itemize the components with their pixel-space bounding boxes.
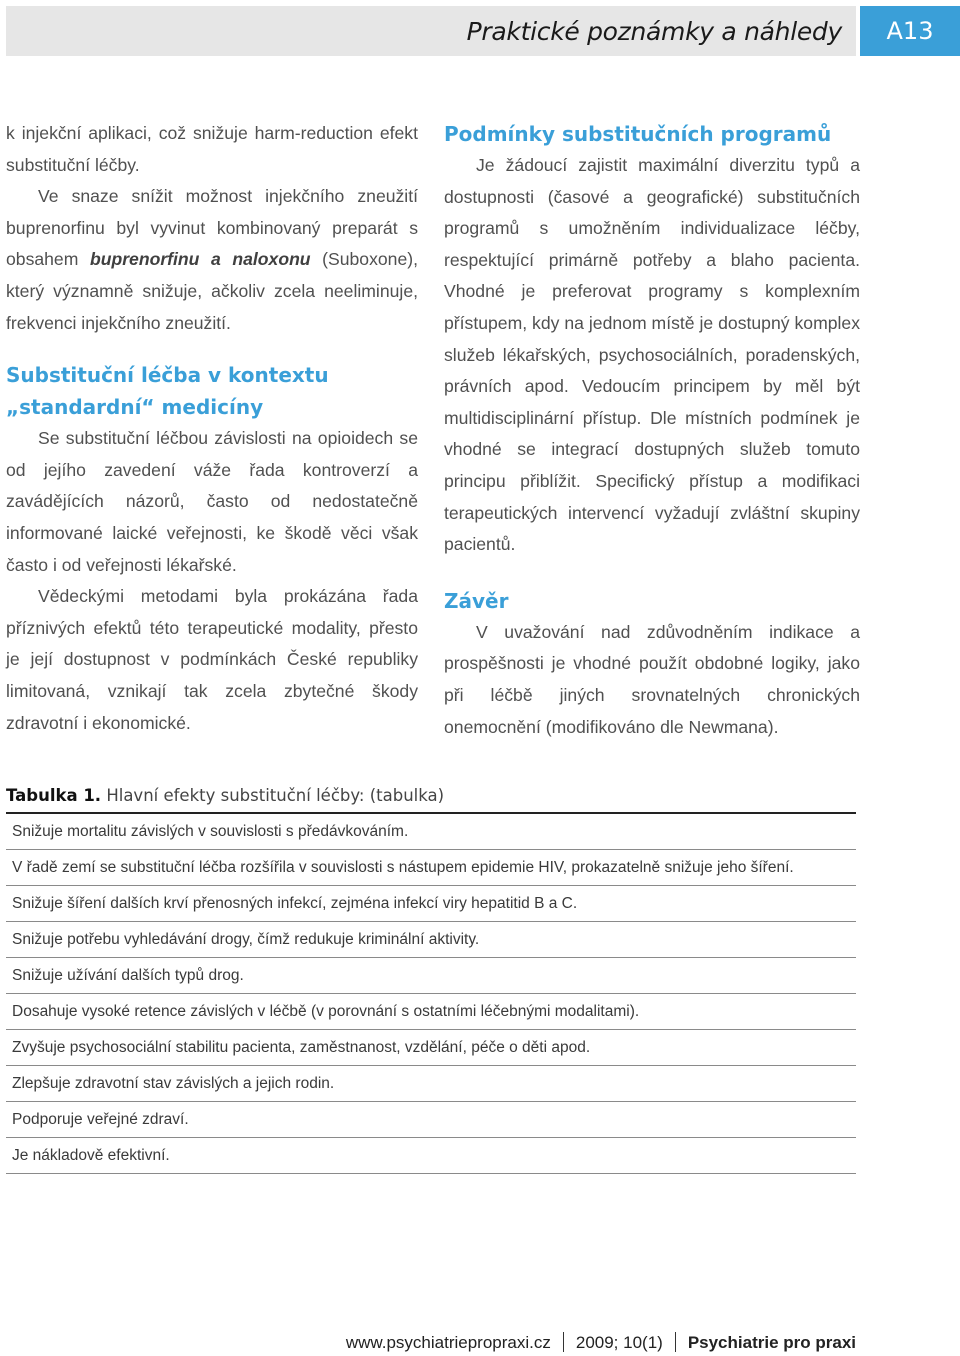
footer-url: www.psychiatriepropraxi.cz xyxy=(345,1333,551,1352)
table-row: Snižuje mortalitu závislých v souvislosti s předávkováním. xyxy=(6,814,856,850)
table-row: Dosahuje vysoké retence závislých v léčbě (v porovnání s ostatními léčebnými modalitami). xyxy=(6,994,856,1030)
footer-issue: 2009; 10(1) xyxy=(575,1333,663,1352)
paragraph-3: Se substituční léčbou závislosti na opioidech se od jejího zavedení váže řada kontroverzí a zavádějících názorů, často od nedostatečně informované laické veřejnosti, ke škodě věci však často i od veřejnosti lékařské. xyxy=(6,428,418,575)
paragraph-2 xyxy=(6,181,418,339)
table-row: Snižuje potřebu vyhledávání drogy, čímž redukuje kriminální aktivity. xyxy=(6,922,856,958)
paragraph-5: Je žádoucí zajistit maximální diverzitu typů a dostupnosti (časové a geografické) substitučních programů s umožněním individualizace léčby, respektující primárně potřeby a blaho pacienta. Vhodné je preferovat programy s komplexním přístupem, kdy na jednom místě je dostupný komplex služeb lékařských, psychosociálních, poradenských, právních apod. Vedoucím principem by měl být multidisciplinární přístup. Dle místních podmínek je vhodné se integrací dostupných služeb tomuto principu přiblížit. Specifický přístup a modifikaci terapeutických intervencí vyžadují zvláštní skupiny pacientů. xyxy=(444,155,860,555)
table-row: Zlepšuje zdravotní stav závislých a jejich rodin. xyxy=(6,1066,856,1102)
paragraph-1: k injekční aplikaci, což snižuje harm-reduction efekt substituční léčby. xyxy=(6,123,418,175)
table-row: Snižuje šíření dalších krví přenosných infekcí, zejména infekcí viry hepatitid B a C. xyxy=(6,886,856,922)
section-heading-conclusion: Závěr xyxy=(444,588,509,613)
right-column xyxy=(444,118,860,743)
table-caption xyxy=(6,786,444,805)
paragraph-2-start: Ve snaze snížit možnost injekčního zneužití buprenorfinu byl vyvinut kombinovaný preparát s obsahem xyxy=(6,186,418,270)
footer-separator xyxy=(675,1332,676,1352)
table-row: Zvyšuje psychosociální stabilitu pacienta, zaměstnanost, vzdělání, péče o děti apod. xyxy=(6,1030,856,1066)
table-row: Je nákladově efektivní. xyxy=(6,1138,856,1174)
left-column xyxy=(6,118,418,739)
table-row: Snižuje užívání dalších typů drog. xyxy=(6,958,856,994)
section-heading-context xyxy=(6,359,418,423)
paragraph-6: V uvažování nad zdůvodněním indikace a prospěšnosti je vhodné použít obdobné logiky, jako při léčbě jiných srovnatelných chronických onemocnění (modifikováno dle Newmana). xyxy=(444,621,860,737)
paragraph-4: Vědeckými metodami byla prokázána řada příznivých efektů této terapeutické modality, přesto je její dostupnost v podmínkách České republiky limitovaná, vznikají tak zcela zbytečné škody zdravotní i ekonomické. xyxy=(6,586,418,733)
section-heading-conditions: Podmínky substitučních programů xyxy=(444,122,832,146)
section-title: Praktické poznámky a náhledy xyxy=(466,17,842,46)
page-number-badge: A13 xyxy=(860,6,960,56)
table-caption-label: Tabulka 1. xyxy=(6,786,102,805)
header-bar xyxy=(6,6,856,56)
table-row: Podporuje veřejné zdraví. xyxy=(6,1102,856,1138)
heading-line-1: Substituční léčba v kontextu xyxy=(6,363,329,388)
table-row: V řadě zemí se substituční léčba rozšířila v souvislosti s nástupem epidemie HIV, prokazatelně snižuje jeho šíření. xyxy=(6,850,856,886)
heading-line-2: „standardní“ medicíny xyxy=(6,395,264,420)
footer-journal: Psychiatrie pro praxi xyxy=(687,1333,856,1352)
page-footer xyxy=(346,1332,856,1353)
footer-separator xyxy=(563,1332,564,1352)
effects-table xyxy=(6,812,856,1174)
paragraph-2-end: (Suboxone), který významně snižuje, ačkoliv zcela neeliminuje, frekvenci injekčního zneužití. xyxy=(6,249,418,333)
drug-combination-emphasis: buprenorfinu a naloxonu xyxy=(89,249,311,270)
table-caption-text: Hlavní efekty substituční léčby: (tabulka) xyxy=(101,786,445,805)
page-header xyxy=(0,6,960,56)
